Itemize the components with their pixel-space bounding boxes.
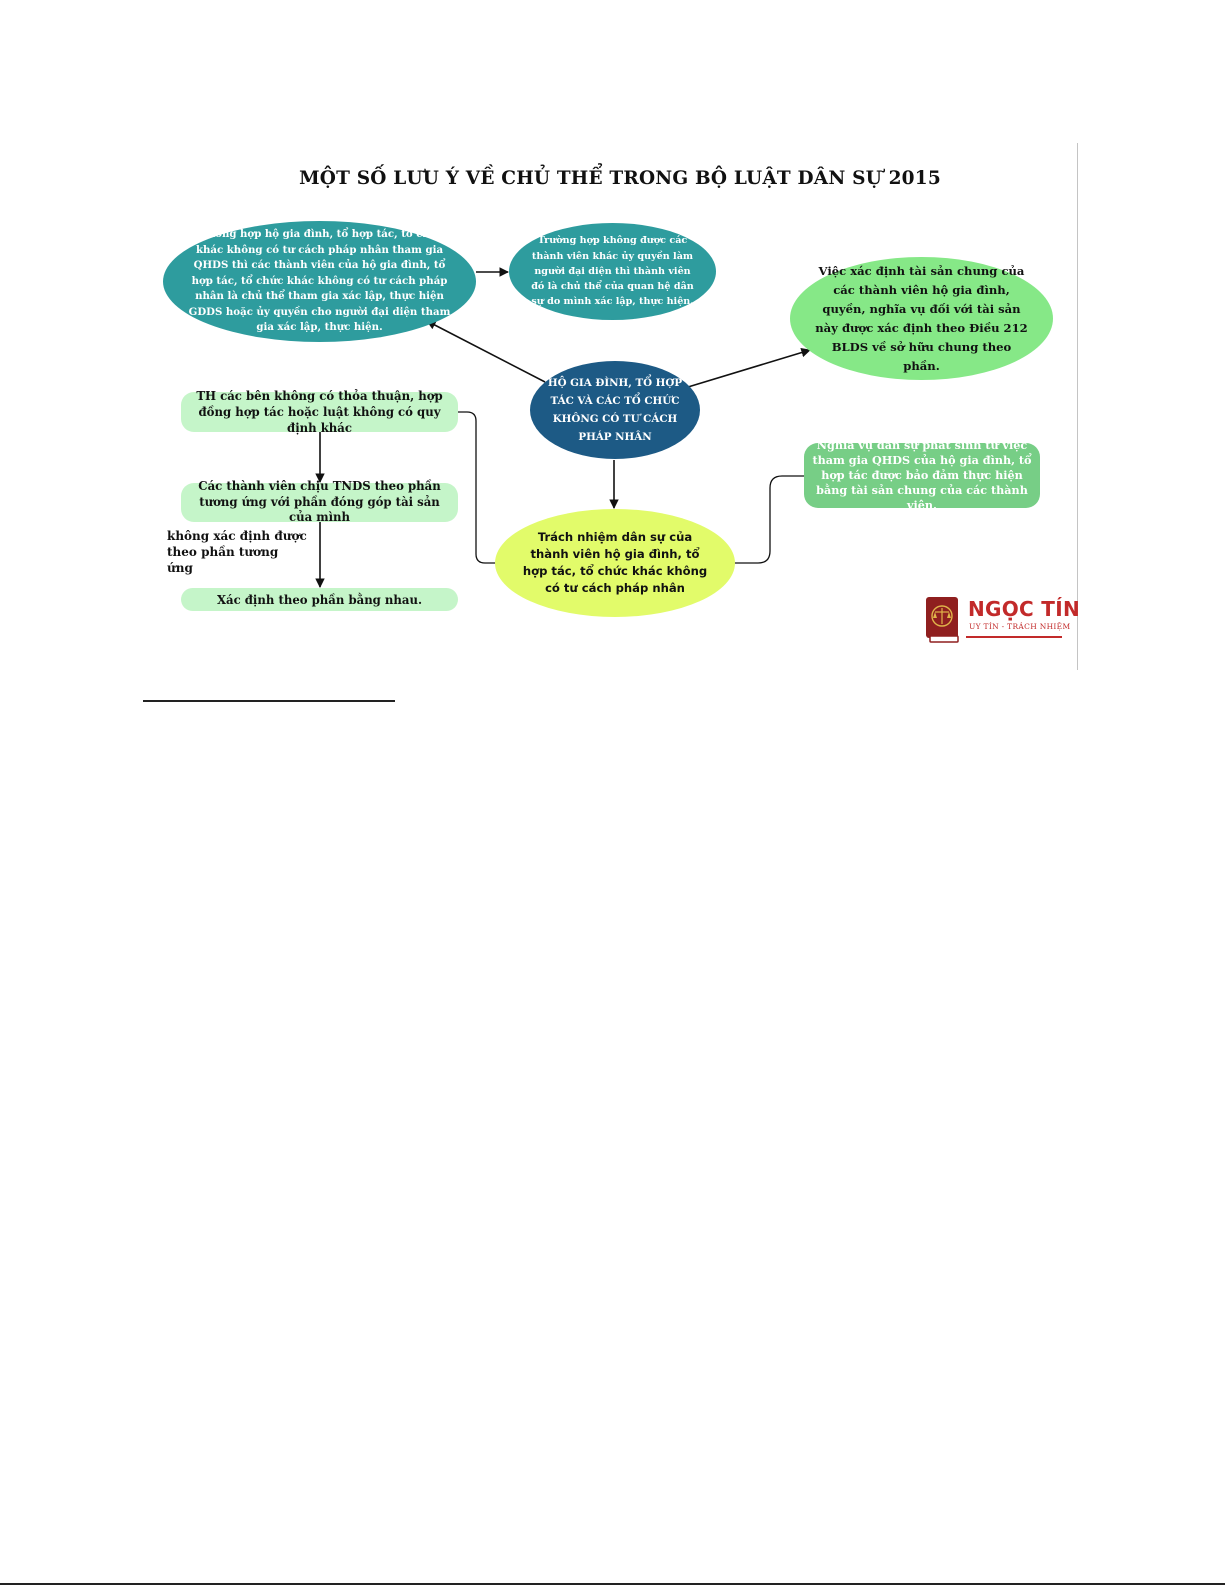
node-no-agreement-text: TH các bên không có thỏa thuận, hợp đồng hợp tác hoặc luật không có quy định khác [196, 389, 443, 435]
node-equal-shares-text: Xác định theo phần bằng nhau. [216, 592, 423, 607]
node-obligation-guarantee [804, 437, 1040, 513]
node-not-authorized-text: Trường hợp không được các thành viên khác ủy quyền làm người đại diện thì thành viên đó là chủ thể của quan hệ dân sự do mình xác lập, thực hiện. [531, 235, 694, 308]
node-center-text: HỘ GIA ĐÌNH, TỔ HỢP TÁC VÀ CÁC TỔ CHỨC KHÔNG CÓ TƯ CÁCH PHÁP NHÂN [547, 377, 683, 443]
node-civil-liability [495, 509, 735, 617]
logo-slogan: UY TÍN - TRÁCH NHIỆM [969, 622, 1071, 631]
node-common-property [790, 257, 1053, 380]
logo-book-icon [924, 596, 962, 644]
node-no-agreement [181, 389, 458, 435]
node-not-authorized [509, 223, 716, 320]
node-center [530, 361, 700, 459]
node-members-participate-text: Trường hợp hộ gia đình, tổ hợp tác, tổ chức khác không có tư cách pháp nhân tham gia QHDS thì các thành viên của hộ gia đình, tổ hợp tác, tổ chức khác không có tư cách pháp nhân là chủ thể tham gia xác lập, thực hiện GDDS hoặc ủy quyền cho người đại diện tham gia xác lập, thực hiện. [188, 227, 451, 334]
logo-underline [966, 636, 1062, 638]
connector-civil-liability-to-no-agreement [458, 412, 496, 563]
node-proportional-liability [181, 479, 458, 525]
node-civil-liability-text: Trách nhiệm dân sự của thành viên hộ gia đình, tổ hợp tác, tổ chức khác không có tư cách pháp nhân [522, 530, 708, 595]
node-proportional-liability-text: Các thành viên chịu TNDS theo phần tương ứng với phần đóng góp tài sản của mình [198, 479, 441, 525]
node-members-participate [163, 221, 476, 342]
label-cannot-determine: không xác định được theo phần tương ứng [167, 529, 307, 575]
diagram-title: MỘT SỐ LƯU Ý VỀ CHỦ THỂ TRONG BỘ LUẬT DÂN SỰ 2015 [299, 168, 941, 189]
node-common-property-text: Việc xác định tài sản chung của các thành viên hộ gia đình, quyền, nghĩa vụ đối với tài sản này được xác định theo Điều 212 BLDS về sở hữu chung theo phần. [815, 263, 1028, 373]
node-equal-shares [181, 588, 458, 611]
page-margin-line [1077, 143, 1078, 670]
arrow-center-to-common-property [688, 350, 810, 387]
logo-brand: NGỌC TÍN [968, 597, 1081, 621]
node-obligation-guarantee-text: Nghĩa vụ dân sự phát sinh từ việc tham gia QHDS của hộ gia đình, tổ hợp tác được bảo đảm thực hiện bằng tài sản chung của các thành viên. [812, 437, 1032, 513]
footnote-separator [143, 700, 395, 702]
connector-civil-liability-to-obligation [734, 476, 806, 563]
